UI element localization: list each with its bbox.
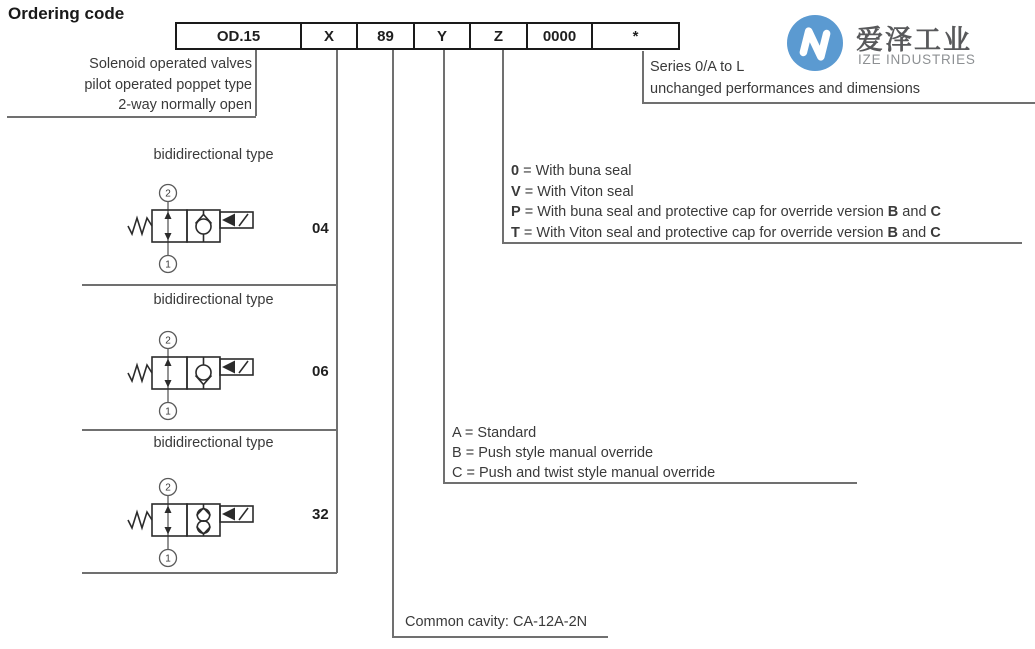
spring-icon	[128, 365, 152, 381]
valve-symbol-06	[118, 325, 263, 425]
spring-icon	[128, 218, 152, 234]
seal-options	[511, 161, 941, 243]
valve-section-label: bididirectional type	[153, 292, 274, 308]
logo-cn-text: 爱泽工业	[856, 25, 972, 55]
flow-arrow-down	[165, 380, 172, 388]
port-1-number: 1	[165, 406, 171, 418]
valve-symbol-32	[118, 472, 263, 572]
override-option: B = Push style manual override	[452, 445, 654, 461]
solenoid-arrow	[222, 508, 235, 521]
check-ball-bottom	[197, 521, 209, 533]
connector-model-line	[255, 50, 257, 116]
port-2-number: 2	[165, 188, 171, 200]
override-option: C = Push and twist style manual override	[452, 465, 716, 481]
connector-override-line	[443, 50, 445, 482]
flow-arrow-up	[165, 212, 172, 220]
seal-option: V = With Viton seal	[511, 183, 634, 200]
connector-series-line	[642, 51, 644, 102]
code-cell-override: Y	[415, 24, 471, 48]
flow-arrow-down	[165, 233, 172, 241]
solenoid-slash	[239, 214, 248, 226]
valve-symbol-04	[118, 178, 263, 278]
flow-arrow-down	[165, 527, 172, 535]
section-divider-06	[82, 429, 337, 431]
code-cell-series: *	[632, 27, 639, 45]
valve-code-06: 06	[312, 363, 329, 380]
valve-code-32: 32	[312, 506, 329, 523]
section-divider-04	[82, 284, 337, 286]
port-1-number: 1	[165, 259, 171, 271]
connector-cavity-line	[392, 50, 394, 636]
override-option: A = Standard	[452, 425, 537, 441]
ize-logo-icon	[786, 14, 844, 72]
valve-descriptor	[0, 54, 252, 116]
code-cell-variant: 0000	[528, 24, 593, 48]
valve-section-label: bididirectional type	[153, 435, 274, 451]
flow-arrow-up	[165, 359, 172, 367]
page-title: Ordering code	[8, 4, 125, 23]
code-cell-cavity: 89	[358, 24, 415, 48]
seal-option: 0 = With buna seal	[511, 163, 632, 179]
check-ball	[196, 219, 211, 234]
spring-icon	[128, 512, 152, 528]
series-underline	[642, 102, 1035, 104]
valve-section-label: bididirectional type	[153, 147, 274, 163]
solenoid-slash	[239, 508, 248, 520]
port-1-number: 1	[165, 553, 171, 565]
override-options	[452, 423, 715, 483]
solenoid-arrow	[222, 214, 235, 227]
check-ball-top	[197, 509, 209, 521]
valve-code-04: 04	[312, 220, 329, 237]
port-2-number: 2	[165, 482, 171, 494]
code-cell-seal: Z	[471, 24, 528, 48]
solenoid-slash	[239, 361, 248, 373]
series-note-line: Series 0/A to L	[650, 59, 745, 75]
ordering-code-bar	[175, 22, 680, 50]
cavity-note: Common cavity: CA-12A-2N	[405, 614, 588, 630]
cavity-underline	[392, 636, 608, 638]
seal-option: P = With buna seal and protective cap for override version B and C	[511, 204, 942, 220]
descriptor-line: Solenoid operated valves	[89, 56, 252, 72]
descriptor-line: pilot operated poppet type	[84, 76, 252, 93]
flow-arrow-up	[165, 506, 172, 514]
code-cell-type: X	[302, 24, 358, 48]
descriptor-line: 2-way normally open	[118, 97, 252, 113]
series-note-line: unchanged performances and dimensions	[650, 81, 921, 97]
connector-type-line	[336, 50, 338, 573]
descriptor-underline	[7, 116, 256, 118]
port-2-number: 2	[165, 335, 171, 347]
code-cell-model: OD.15	[177, 24, 302, 48]
section-divider-32	[82, 572, 337, 574]
logo-en-text: IZE INDUSTRIES	[858, 52, 976, 67]
solenoid-arrow	[222, 361, 235, 374]
connector-seal-line	[502, 50, 504, 242]
seal-option: T = With Viton seal and protective cap for override version B and C	[511, 224, 941, 241]
